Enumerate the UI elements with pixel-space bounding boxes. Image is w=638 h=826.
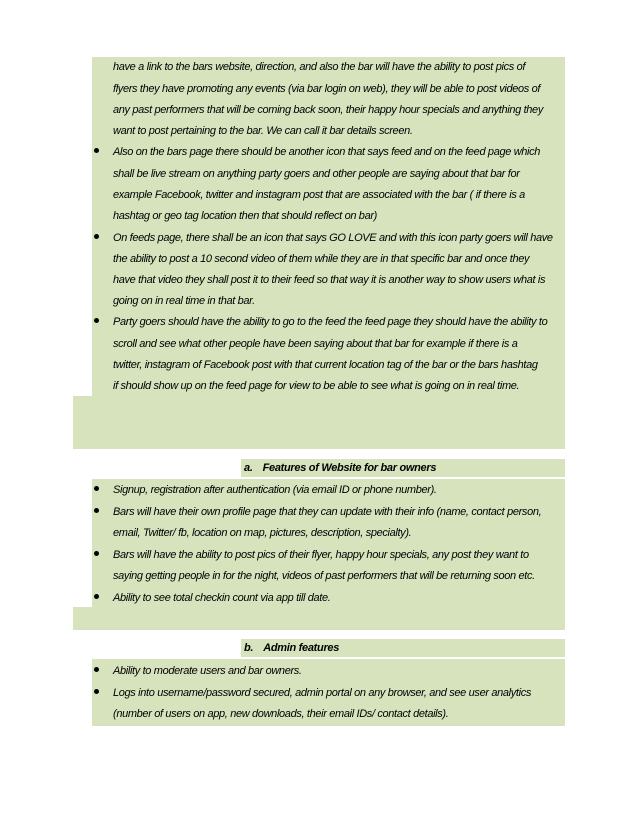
list-item-line: Also on the bars page there should be another icon that says feed and on the feed page which: [113, 146, 541, 158]
bullet-icon: [94, 318, 99, 323]
section-heading-admin: [244, 640, 339, 656]
list-item-line: going on in real time in that bar.: [113, 295, 255, 307]
list-item-line: saying getting people in for the night, videos of past performers that will be returning soon etc.: [113, 570, 535, 582]
bullet-icon: [94, 594, 99, 599]
list-item-line: shall be live stream on anything party goers and other people are saying about that bar for: [113, 168, 520, 180]
list-item-line: Ability to moderate users and bar owners.: [113, 665, 302, 677]
highlight-block-empty: [73, 607, 565, 630]
bullet-icon: [94, 667, 99, 672]
bullet-icon: [94, 486, 99, 491]
bullet-icon: [94, 508, 99, 513]
list-item-line: example Facebook, twitter and instagram post that are associated with the bar ( if there is a: [113, 189, 525, 201]
list-item-line: have that video they shall post it to their feed so that way it is another way to show users what is: [113, 274, 546, 286]
list-item-line: (number of users on app, new downloads, their email IDs/ contact details).: [113, 708, 449, 720]
section-title: Features of Website for bar owners: [262, 462, 437, 474]
list-item-line: twitter, instagram of Facebook post with that current location tag of the bar or the bars hashtag: [113, 359, 538, 371]
list-item-line: Logs into username/password secured, admin portal on any browser, and see user analytics: [113, 687, 532, 699]
continued-line: any past performers that will be coming back soon, their happy hour specials and anything they: [113, 104, 543, 116]
list-item-line: Signup, registration after authentication (via email ID or phone number).: [113, 484, 437, 496]
bullet-icon: [94, 234, 99, 239]
list-item-line: hashtag or geo tag location then that should reflect on bar): [113, 210, 377, 222]
bullet-icon: [94, 148, 99, 153]
continued-line: flyers they have promoting any events (via bar login on web), they will be able to post videos of: [113, 83, 541, 95]
list-item-line: if should show up on the feed page for view to be able to see what is going on in real time.: [113, 380, 520, 392]
list-item-line: the ability to post a 10 second video of them while they are in that specific bar and once they: [113, 253, 530, 265]
list-item-line: Ability to see total checkin count via app till date.: [113, 592, 331, 604]
highlight-block-empty: [73, 396, 565, 449]
continued-line: have a link to the bars website, direction, and also the bar will have the ability to post pics of: [113, 61, 526, 73]
bullet-icon: [94, 551, 99, 556]
continued-line: want to post pertaining to the bar. We can call it bar details screen.: [113, 125, 413, 137]
list-item-line: Bars will have their own profile page that they can update with their info (name, contact person,: [113, 506, 542, 518]
list-item-line: Party goers should have the ability to go to the feed the feed page they should have the ability to: [113, 316, 548, 328]
section-number: b.: [244, 642, 254, 654]
section-number: a.: [244, 462, 253, 474]
section-heading-website: [244, 460, 436, 476]
list-item-line: email, Twitter/ fb, location on map, pictures, description, specialty).: [113, 527, 412, 539]
list-item-line: Bars will have the ability to post pics of their flyer, happy hour specials, any post they want to: [113, 549, 529, 561]
bullet-icon: [94, 689, 99, 694]
list-item-line: On feeds page, there shall be an icon that says GO LOVE and with this icon party goers will have: [113, 232, 553, 244]
section-title: Admin features: [263, 642, 340, 654]
list-item-line: scroll and see what other people have been saying about that bar for example if there is a: [113, 338, 518, 350]
